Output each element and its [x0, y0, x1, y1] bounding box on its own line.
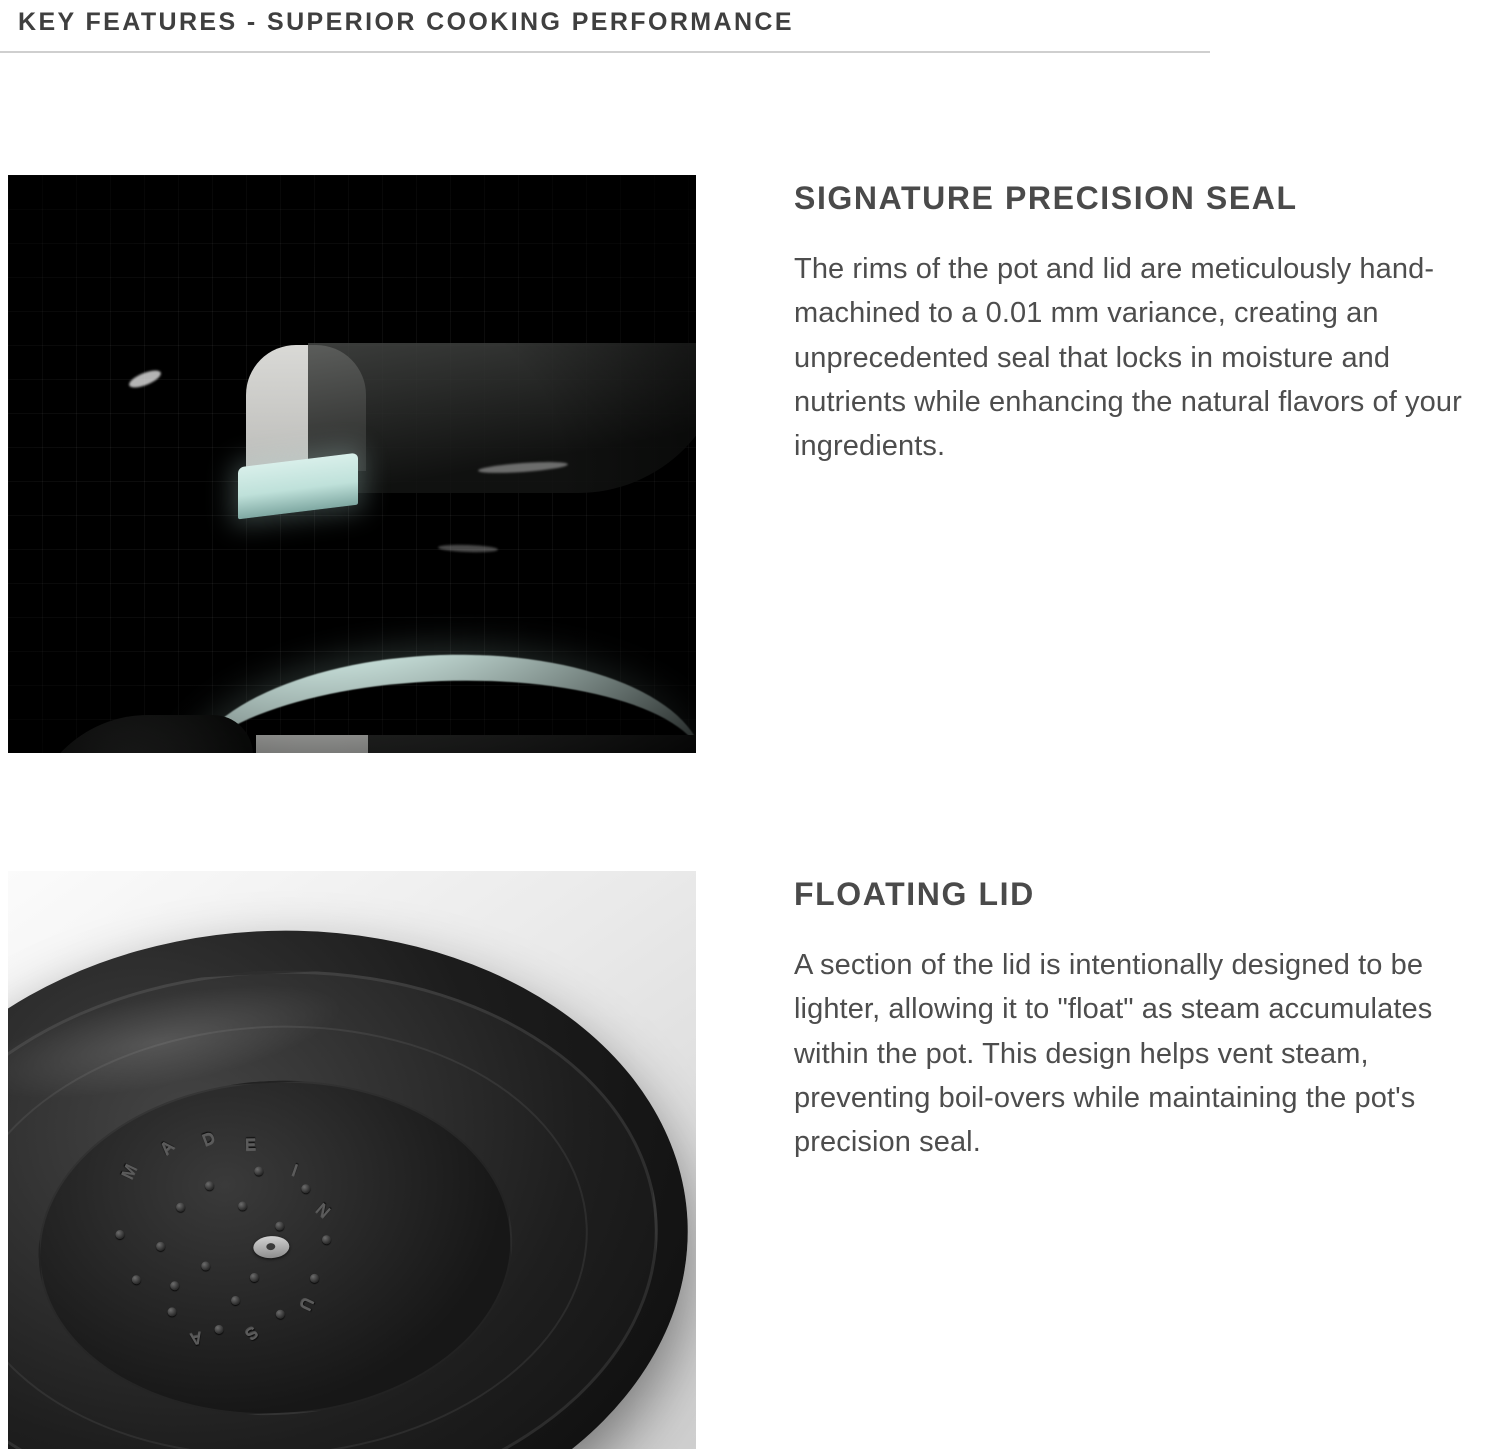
feature-row [0, 175, 1500, 753]
emboss-letter: I [289, 1160, 302, 1181]
feature-heading: SIGNATURE PRECISION SEAL [794, 180, 1298, 216]
vignette-overlay [8, 175, 696, 753]
feature-text-block [794, 175, 1484, 468]
lid-body-shape [8, 910, 696, 1449]
floating-lid-image [8, 871, 696, 1449]
feature-text-block [794, 871, 1484, 1164]
emboss-letter: N [312, 1199, 335, 1223]
feature-body: A section of the lid is intentionally designed to be lighter, allowing it to "float" as steam accumulates within the pot. This design helps vent steam, preventing boil-overs while maintaining the pot's precision seal. [794, 949, 1433, 1158]
precision-seal-image [8, 175, 696, 753]
page-title: KEY FEATURES - SUPERIOR COOKING PERFORMANCE [18, 8, 794, 36]
feature-body: The rims of the pot and lid are meticulously hand-machined to a 0.01 mm variance, creating an unprecedented seal that locks in moisture and nutrients while enhancing the natural flavors of your ingredients. [794, 253, 1462, 462]
features-list [0, 53, 1500, 1449]
emboss-letter: U [295, 1294, 318, 1315]
feature-row [0, 871, 1500, 1449]
emboss-letter: D [199, 1127, 219, 1150]
feature-heading: FLOATING LID [794, 876, 1035, 912]
emboss-letter: E [244, 1134, 258, 1155]
page-header [0, 0, 1210, 53]
emboss-letter: M [117, 1160, 142, 1183]
emboss-letter: A [155, 1135, 179, 1159]
emboss-letter: S [240, 1322, 262, 1345]
emboss-letter: A [187, 1328, 205, 1350]
